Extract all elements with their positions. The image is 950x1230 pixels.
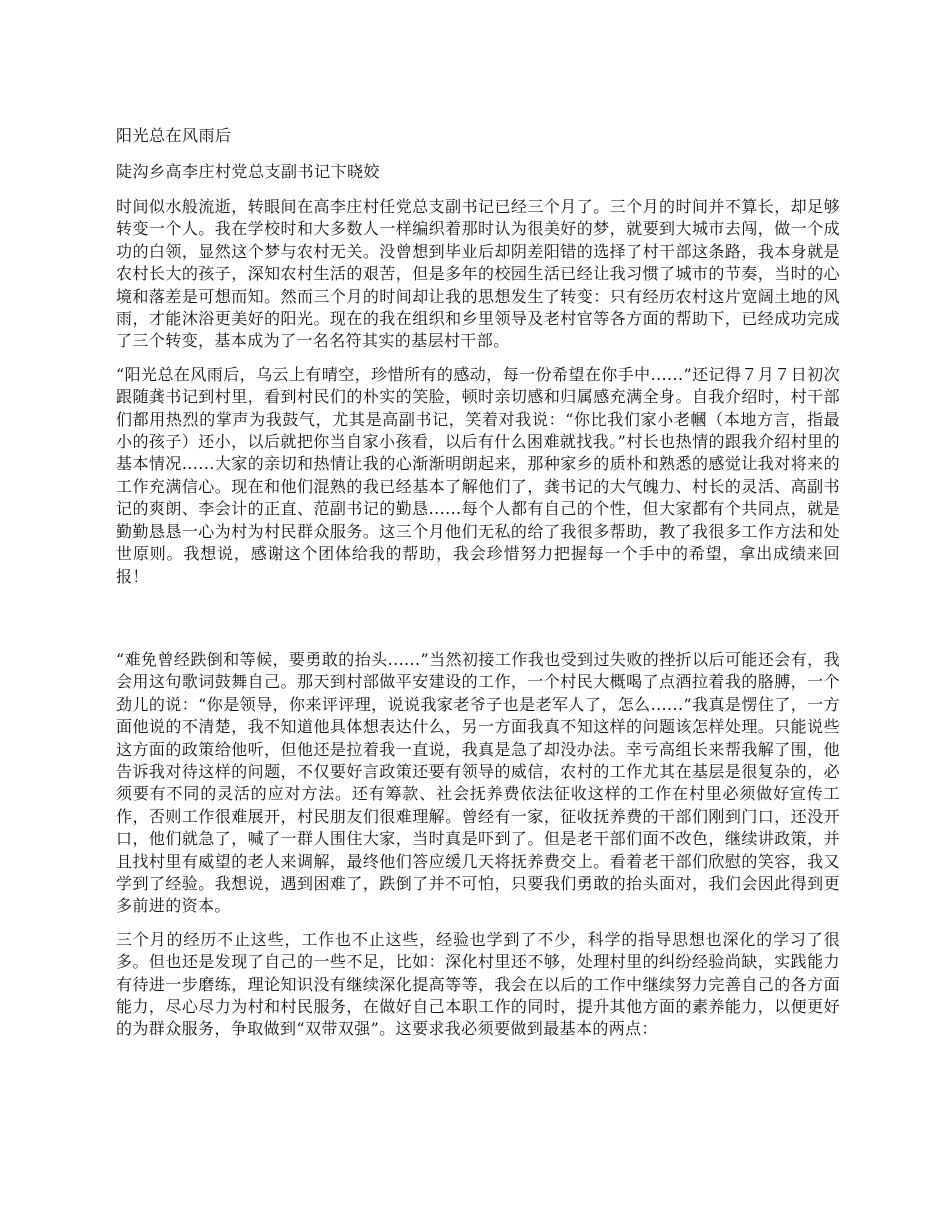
paragraph-2: “阳光总在风雨后，乌云上有晴空，珍惜所有的感动，每一份希望在你手中......”还记得７月７日初次跟随龚书记到村里，看到村民们的朴实的笑脸，顿时亲切感和归属感充满全身。自我介绍时，村干部们都用热烈的掌声为我鼓气，尤其是高副书记，笑着对我说：“你比我们家小老幗（本地方言，指最小的孩子）还小，以后就把你当自家小孩看，以后有什么困难就找我。”村长也热情的跟我介绍村里的基本情况......大家的亲切和热情让我的心渐渐明朗起来，那种家乡的质朴和熟悉的感觉让我对将来的工作充满信心。现在和他们混熟的我已经基本了解他们了，龚书记的大气魄力、村长的灵活、高副书记的爽朗、李会计的正直、范副书记的勤恳......每个人都有自己的个性，但大家都有个共同点，就是勤勤恳恳一心为村为村民群众服务。这三个月他们无私的给了我很多帮助，教了我很多工作方法和处世原则。我想说，感谢这个团体给我的帮助，我会珍惜努力把握每一个手中的希望，拿出成绩来回报！ [116,364,840,586]
paragraph-3: “难免曾经跌倒和等候，要勇敢的抬头......”当然初接工作我也受到过失败的挫折以后可能还会有，我会用这句歌词鼓舞自己。那天到村部做平安建设的工作，一个村民大概喝了点酒拉着我的胳膊，一个劲儿的说：“你是领导，你来评评理，说说我家老爷子也是老军人了，怎么......”我真是愣住了，一方面他说的不清楚，我不知道他具体想表达什么，另一方面我真不知这样的问题该怎样处理。只能说些这方面的政策给他听，但他还是拉着我一直说，我真是急了却没办法。幸亏高组长来帮我解了围，他告诉我对待这样的问题，不仅要好言政策还要有领导的威信，农村的工作尤其在基层是很复杂的，必须要有不同的灵活的应对方法。还有筹款、社会抚养费依法征收这样的工作在村里必须做好宣传工作，否则工作很难展开，村民朋友们很难理解。曾经有一家，征收抚养费的干部们刚到门口，还没开口，他们就急了，喊了一群人围住大家，当时真是吓到了。但是老干部们面不改色，继续讲政策，并且找村里有威望的老人来调解，最终他们答应缓几天将抚养费交上。看着老干部们欣慰的笑容，我又学到了经验。我想说，遇到困难了，跌倒了并不可怕，只要我们勇敢的抬头面对，我们会因此得到更多前进的资本。 [116,649,840,916]
document-page [116,124,840,1052]
document-author: 陡沟乡高李庄村党总支副书记卞晓姣 [116,162,381,181]
document-title: 阳光总在风雨后 [116,126,232,145]
paragraph-4: 三个月的经历不止这些，工作也不止这些，经验也学到了不少，科学的指导思想也深化的学习了很多。但也还是发现了自己的一些不足，比如：深化村里还不够，处理村里的纠纷经验尚缺，实践能力有待进一步磨练，理论知识没有继续深化提高等等，我会在以后的工作中继续努力完善自己的各方面能力，尽心尽力为村和村民服务，在做好自己本职工作的同时，提升其他方面的素养能力，以便更好的为群众服务，争取做到“双带双强”。这要求我必须要做到最基本的两点： [116,929,840,1039]
paragraph-spacer [116,599,840,649]
paragraph-1: 时间似水般流逝，转眼间在高李庄村任党总支副书记已经三个月了。三个月的时间并不算长，却足够转变一个人。我在学校时和大多数人一样编织着那时认为很美好的梦，就要到大城市去闯，做一个成功的白领，显然这个梦与农村无关。没曾想到毕业后却阴差阳错的选择了村干部这条路，我本身就是农村长大的孩子，深知农村生活的艰苦，但是多年的校园生活已经让我习惯了城市的节奏，当时的心境和落差是可想而知。然而三个月的时间却让我的思想发生了转变：只有经历农村这片宽阔土地的风雨，才能沐浴更美好的阳光。现在的我在组织和乡里领导及老村官等各方面的帮助下，已经成功完成了三个转变，基本成为了一名名符其实的基层村干部。 [116,197,840,351]
